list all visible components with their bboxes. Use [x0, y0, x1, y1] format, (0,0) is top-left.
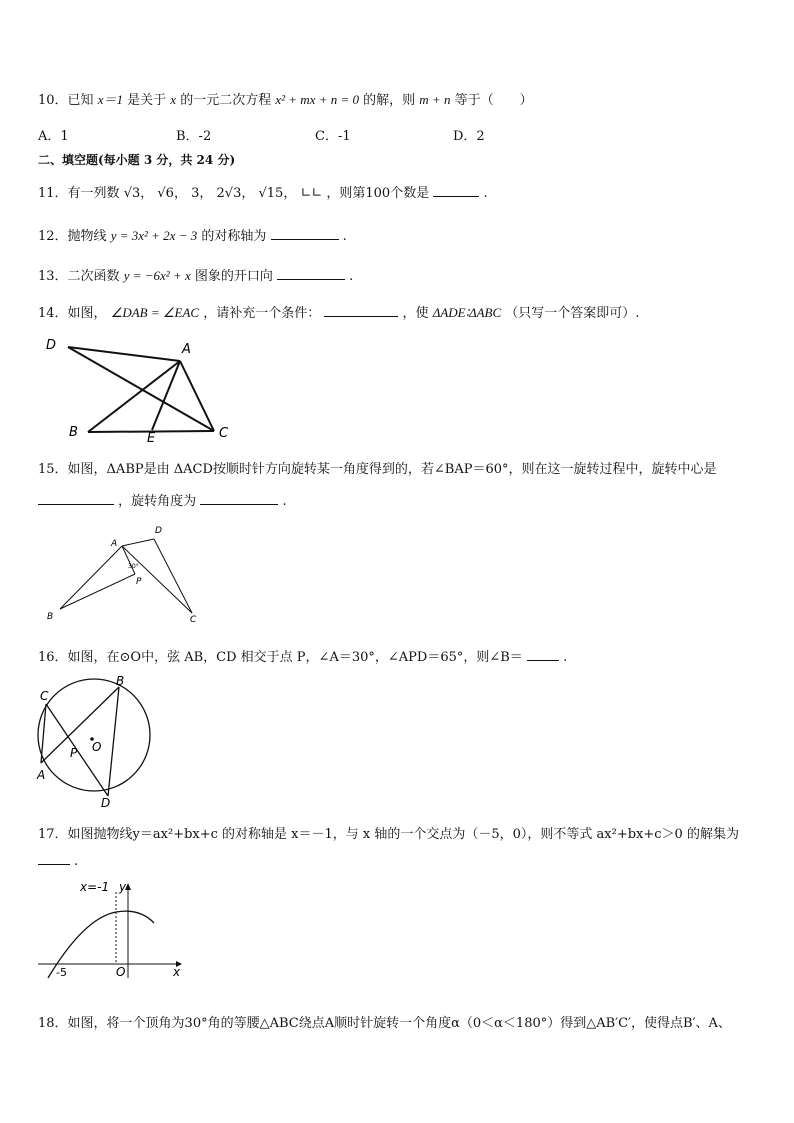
segment-da [68, 347, 180, 361]
question-13 [38, 265, 353, 284]
label-d: D [155, 526, 162, 536]
q12-prefix: 12．抛物线 [38, 229, 107, 244]
label-symmetry: x=-1 [80, 880, 110, 894]
q15-angle-blank[interactable] [200, 493, 278, 505]
segment-bp [60, 574, 135, 609]
q15-end: . [282, 494, 287, 509]
label-y: y [119, 880, 127, 894]
q10-option-c[interactable]: C．-1 [315, 129, 351, 144]
q10-equation: x² + mx + n = 0 [275, 92, 359, 107]
q14-figure [40, 333, 240, 445]
q14-prefix: 14．如图， [38, 306, 107, 321]
q12-answer-blank[interactable] [271, 228, 339, 240]
q10-option-d[interactable]: D．2 [453, 129, 485, 144]
q11-term-5: √15 [258, 186, 284, 201]
segment-ca [41, 704, 46, 763]
question-10 [38, 89, 533, 108]
label-a: A [37, 768, 46, 782]
q11-term-1: √3 [123, 186, 141, 201]
question-17-line-1: 17．如图抛物线y＝ax²+bx+c 的对称轴是 x＝－1，与 x 轴的一个交点为（－5，0），则不等式 ax²+bx+c＞0 的解集为 [38, 827, 739, 842]
label-c: C [219, 426, 229, 441]
q13-end: . [349, 269, 354, 284]
q10-text-3: 的解，则 [363, 93, 416, 108]
label-d: D [101, 796, 111, 810]
segment-bd [108, 687, 119, 796]
label-p: P [70, 746, 78, 760]
q14-condition: ∠DAB = ∠EAC [110, 305, 200, 320]
question-18: 18．如图，将一个顶角为30°角的等腰△ABC绕点A顺时针旋转一个角度α（0＜α＜180°）得到△AB′C′，使得点B′、A、 [38, 1016, 731, 1031]
q14-similarity: ΔADE∶ΔABC [432, 305, 502, 320]
angle-label-30: 30° [128, 563, 139, 570]
question-14 [38, 302, 639, 321]
q10-expression: m + n [419, 92, 451, 107]
q14-mid: ，请补充一个条件： [203, 306, 321, 321]
q12-equation: y = 3x² + 2x − 3 [110, 228, 198, 243]
q16-figure [34, 672, 158, 812]
q17-figure [36, 878, 186, 980]
q10-number: 10．已知 [38, 93, 94, 108]
label-a: A [111, 539, 118, 549]
q16-answer-blank[interactable] [527, 649, 559, 661]
q10-condition: x＝1 [97, 92, 123, 107]
q11-term-3: 3 [191, 186, 200, 201]
segment-ac [122, 546, 192, 613]
q13-answer-blank[interactable] [277, 268, 345, 280]
chord-ab [41, 687, 119, 763]
label-p: P [136, 577, 142, 587]
q11-answer-blank[interactable] [433, 185, 479, 197]
q10-text-2: 的一元二次方程 [180, 93, 272, 108]
q17-answer-blank[interactable] [38, 853, 70, 865]
q11-suffix: ，则第100个数是 [326, 186, 430, 201]
q14-end: （只写一个答案即可）. [505, 306, 640, 321]
label-b: B [116, 674, 125, 688]
q13-equation: y = −6x² + x [123, 268, 191, 283]
q13-prefix: 13．二次函数 [38, 269, 120, 284]
q10-option-b[interactable]: B．-2 [176, 129, 212, 144]
question-15-line-1: 15．如图，ΔABP是由 ΔACD按顺时针方向旋转某一角度得到的，若∠BAP＝60°，则在这一旋转过程中，旋转中心是 [38, 462, 717, 477]
segment-ad [122, 539, 154, 546]
q15-figure [40, 520, 210, 628]
q11-term-2: √6 [157, 186, 174, 201]
q11-prefix: 11．有一列数 [38, 186, 120, 201]
section-heading-fill-in: 二、填空题(每小题 3 分，共 24 分) [38, 153, 236, 167]
q11-term-4: 2√3 [216, 186, 242, 201]
q14-answer-blank[interactable] [324, 305, 398, 317]
label-origin: O [116, 965, 126, 979]
segment-dc [154, 539, 192, 613]
q10-variable: x [170, 92, 177, 107]
question-12 [38, 225, 347, 244]
q11-ellipsis: ∟∟ [300, 186, 323, 201]
q10-text-4: 等于（ ） [454, 93, 533, 108]
label-o: O [92, 740, 102, 754]
label-b: B [47, 612, 54, 622]
q11-end: . [483, 186, 488, 201]
label-d: D [46, 338, 57, 353]
question-17-line-2 [38, 853, 78, 869]
q10-text-1: 是关于 [127, 93, 167, 108]
q14-post: ，使 [402, 306, 429, 321]
label-e: E [147, 431, 156, 446]
question-15-line-2 [38, 490, 287, 509]
label-c: C [190, 615, 197, 625]
q17-end: . [74, 854, 79, 869]
question-16 [38, 646, 567, 665]
q16-text: 16．如图，在⊙O中，弦 AB，CD 相交于点 P，∠A＝30°，∠APD＝65°，则∠B＝ [38, 650, 523, 665]
q12-end: . [342, 229, 347, 244]
q13-suffix: 图象的开口向 [194, 269, 273, 284]
q12-suffix: 的对称轴为 [201, 229, 267, 244]
q15-center-blank[interactable] [38, 493, 114, 505]
label-b: B [69, 425, 78, 440]
segment-dc [68, 347, 214, 431]
label-x: x [173, 965, 181, 979]
label-c: C [40, 689, 49, 703]
label-a: A [182, 342, 191, 357]
q16-end: . [563, 650, 568, 665]
q15-mid: ，旋转角度为 [118, 494, 197, 509]
segment-ab [60, 546, 122, 609]
q10-option-a[interactable]: A．1 [38, 129, 69, 144]
question-11: 11．有一列数 √3， √6， 3， 2√3， √15， ∟∟ ，则第100个数是 . [38, 186, 488, 201]
label-minus-5: -5 [56, 966, 67, 979]
